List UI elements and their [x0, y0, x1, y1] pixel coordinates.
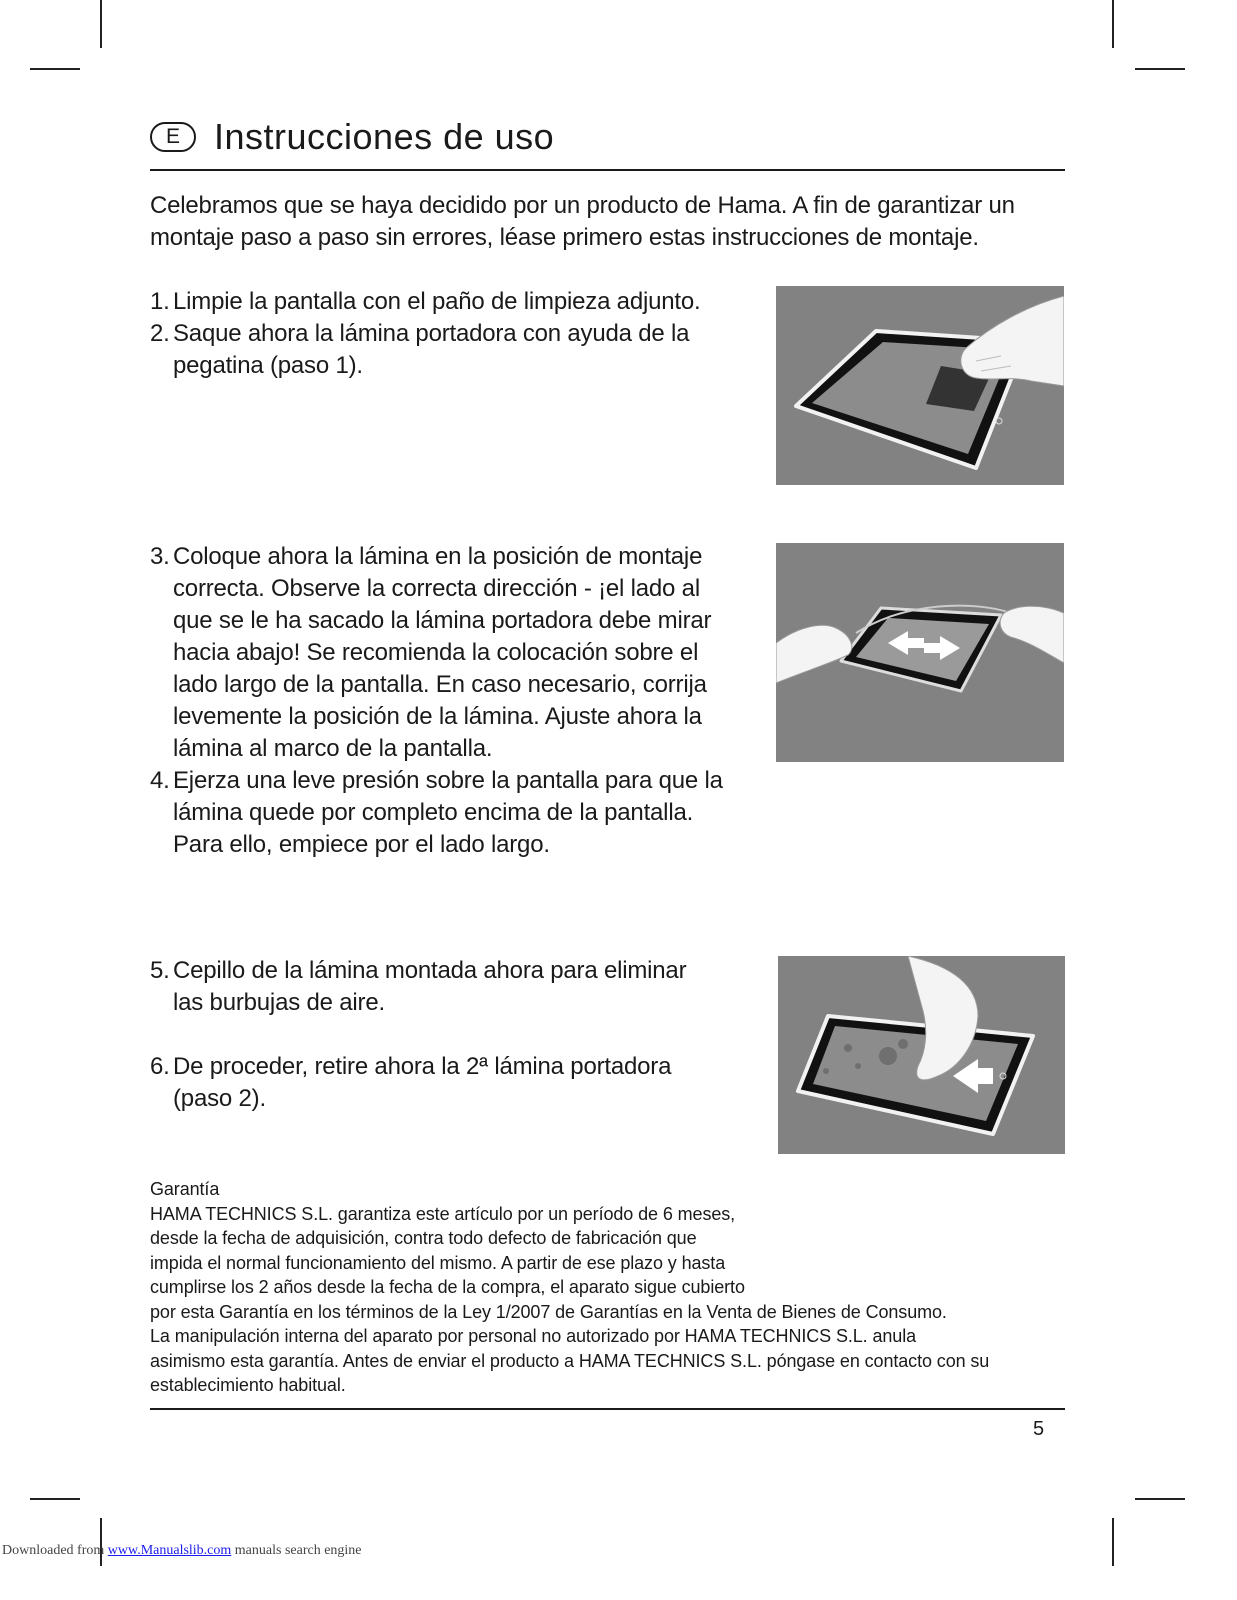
air-bubble [844, 1044, 852, 1052]
illustration-positioning [776, 543, 1064, 762]
illustration-cleaning [776, 286, 1064, 485]
step-text: Cepillo de la lámina montada ahora para eliminar las burbujas de aire. [173, 957, 687, 1016]
tablet-positioning-svg [776, 543, 1064, 762]
page-number: 5 [1033, 1418, 1045, 1440]
warranty-line: cumplirse los 2 años desde la fecha de la compra, el aparato sigue cubierto [150, 1277, 745, 1297]
step-text: De proceder, retire ahora la 2ª lámina portadora (paso 2). [173, 1053, 672, 1112]
download-footer [2, 1543, 362, 1559]
step-text: Coloque ahora la lámina en la posición de montaje correcta. Observe la correcta dirección - ¡el lado al que se le ha sacado la lámina portadora debe mirar hacia abajo! Se recomienda la colocación sobre el lado largo de la pantalla. En caso necesario, corrija levemente la posición de la lámina. Ajuste ahora la lámina al marco de la pantalla. [173, 543, 712, 762]
air-bubble [879, 1047, 897, 1065]
warranty-line: desde la fecha de adquisición, contra todo defecto de fabricación que [150, 1228, 697, 1248]
crop-mark [100, 0, 102, 48]
step-number: 5. [150, 957, 170, 984]
warranty-heading: Garantía [150, 1179, 220, 1199]
crop-mark [1135, 68, 1185, 70]
crop-mark [1112, 0, 1114, 48]
language-badge: E [150, 122, 196, 152]
warranty-section [150, 1177, 1070, 1398]
air-bubble [898, 1039, 908, 1049]
step-item [150, 286, 710, 318]
page-title: Instrucciones de uso [214, 116, 555, 157]
steps-list-2 [150, 541, 740, 861]
page-header [150, 110, 1065, 172]
step-number: 3. [150, 543, 170, 570]
step-item [150, 765, 740, 861]
step-item [150, 541, 740, 765]
step-number: 4. [150, 767, 170, 794]
intro-paragraph: Celebramos que se haya decidido por un producto de Hama. A fin de garantizar un montaje paso a paso sin errores, léase primero estas instrucciones de montaje. [150, 192, 1015, 251]
tablet-cleaning-svg [776, 286, 1064, 485]
illustration-bubbles [778, 956, 1065, 1154]
warranty-line: establecimiento habitual. [150, 1375, 346, 1395]
step-text: Limpie la pantalla con el paño de limpieza adjunto. [173, 288, 701, 315]
step-text: Ejerza una leve presión sobre la pantalla para que la lámina quede por completo encima de la pantalla. Para ello, empiece por el lado largo. [173, 767, 723, 858]
step-text: Saque ahora la lámina portadora con ayuda de la pegatina (paso 1). [173, 320, 690, 379]
warranty-line: asimismo esta garantía. Antes de enviar el producto a HAMA TECHNICS S.L. póngase en contacto con su [150, 1350, 990, 1371]
crop-mark [1135, 1498, 1185, 1500]
footer-suffix: manuals search engine [231, 1543, 362, 1558]
step-number: 2. [150, 320, 170, 347]
warranty-line: por esta Garantía en los términos de la Ley 1/2007 de Garantías en la Venta de Bienes de Consumo. [150, 1301, 947, 1322]
warranty-line: impida el normal funcionamiento del mismo. A partir de ese plazo y hasta [150, 1252, 726, 1273]
step-item [150, 1051, 710, 1115]
crop-mark [30, 68, 80, 70]
header-rule [150, 169, 1065, 171]
warranty-line: La manipulación interna del aparato por personal no autorizado por HAMA TECHNICS S.L. anula [150, 1326, 917, 1346]
step-item [150, 955, 710, 1019]
step-item [150, 318, 710, 382]
footer-rule [150, 1408, 1065, 1410]
air-bubble [823, 1068, 829, 1074]
steps-list-1 [150, 286, 710, 382]
footer-prefix: Downloaded from [2, 1543, 108, 1558]
crop-mark [30, 1498, 80, 1500]
warranty-line: HAMA TECHNICS S.L. garantiza este artículo por un período de 6 meses, [150, 1203, 736, 1224]
crop-mark [1112, 1518, 1114, 1566]
steps-list-3 [150, 955, 710, 1115]
manualslib-link[interactable]: www.Manualslib.com [107, 1543, 232, 1558]
tablet-bubbles-svg [778, 956, 1065, 1154]
step-number: 6. [150, 1053, 170, 1080]
air-bubble [855, 1063, 861, 1069]
step-number: 1. [150, 288, 170, 315]
spacer [150, 1019, 710, 1051]
